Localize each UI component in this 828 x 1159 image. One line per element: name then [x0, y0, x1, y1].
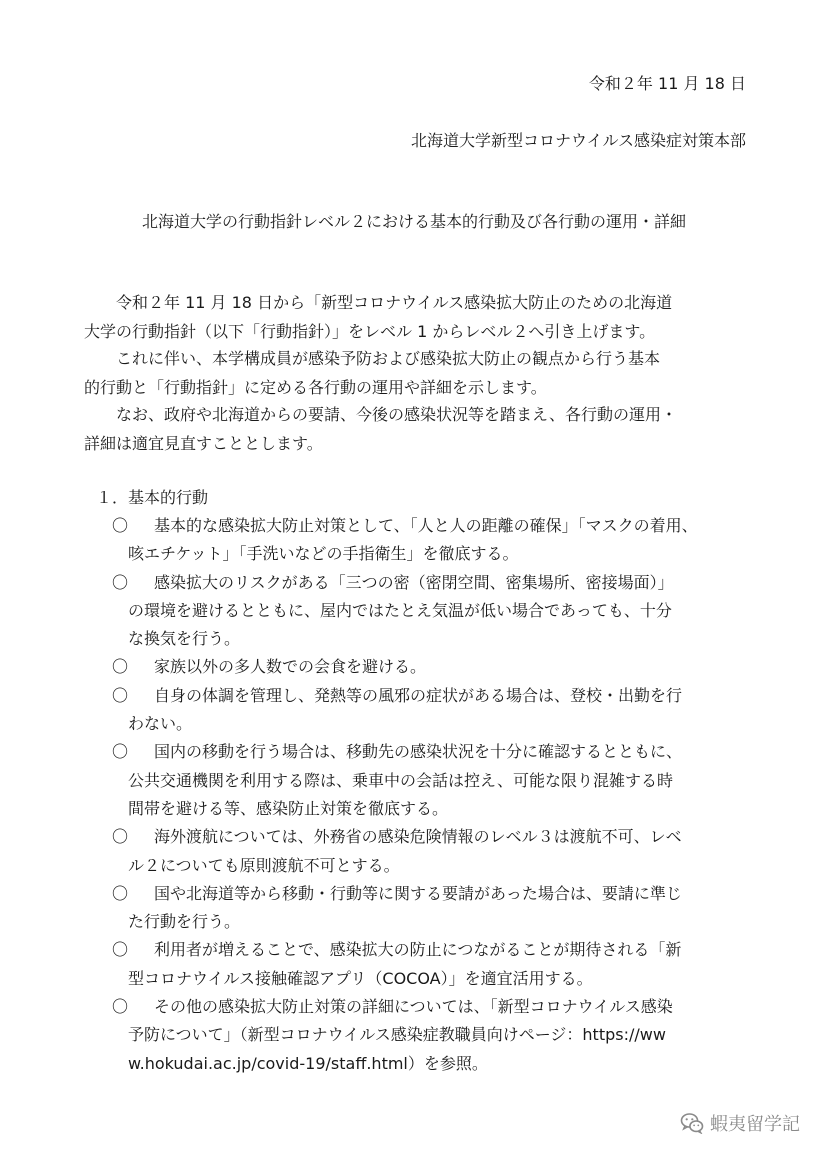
bullet-line: 海外渡航については、外務省の感染危険情報のレベル３は渡航不可、レベ [154, 827, 682, 847]
bullet-line: な換気を行う。 [128, 629, 241, 649]
bullet-item [112, 653, 762, 681]
bullet-line: 基本的な感染拡大防止対策として、「人と人の距離の確保」「マスクの着用、 [154, 516, 698, 535]
bullet-line: 自身の体調を管理し、発熱等の風邪の症状がある場合は、登校・出勤を行 [154, 685, 683, 705]
intro-paragraph [84, 344, 756, 402]
bullet-line: ル２についても原則渡航不可とする。 [128, 855, 400, 875]
paragraph-line: なお、政府や北海道からの要請、今後の感染状況等を踏まえ、各行動の運用・ [116, 405, 677, 424]
circle-bullet-icon: 〇 [112, 997, 129, 1017]
bullet-line: た行動を行う。 [128, 912, 241, 932]
circle-bullet-icon: 〇 [112, 827, 129, 847]
bullet-item [112, 823, 762, 880]
document-title: 北海道大学の行動指針レベル２における基本的行動及び各行動の運用・詳細 [141, 212, 686, 231]
bullet-line: w.hokudai.ac.jp/covid-19/staff.html）を参照。 [128, 1053, 488, 1073]
bullet-item [112, 993, 762, 1078]
bullet-item [112, 512, 762, 569]
bullet-line: 国内の移動を行う場合は、移動先の感染状況を十分に確認するとともに、 [154, 742, 683, 762]
paragraph-line: 詳細は適宜見直すこととします。 [84, 434, 323, 453]
section-heading: １．基本的行動 [96, 488, 209, 507]
bullet-item [112, 569, 762, 654]
circle-bullet-icon: 〇 [112, 657, 129, 677]
circle-bullet-icon: 〇 [112, 940, 129, 960]
bullet-line: 感染拡大のリスクがある「三つの密（密閉空間、密集場所、密接場面）」 [154, 572, 674, 592]
watermark [680, 1110, 800, 1136]
paragraph-line: 令和２年 11 月 18 日から「新型コロナウイルス感染拡大防止のための北海道 [116, 293, 673, 312]
paragraph-line: 的行動と「行動指針」に定める各行動の運用や詳細を示します。 [84, 378, 547, 397]
bullet-line: その他の感染拡大防止対策の詳細については、「新型コロナウイルス感染 [154, 997, 673, 1017]
watermark-text: 蝦夷留学記 [710, 1114, 800, 1135]
bullet-line: 型コロナウイルス接触確認アプリ（COCOA）」を適宜活用する。 [128, 968, 593, 988]
circle-bullet-icon: 〇 [112, 516, 129, 535]
bullet-line: 咳エチケット」「手洗いなどの手指衛生」を徹底する。 [128, 544, 519, 564]
circle-bullet-icon: 〇 [112, 742, 129, 762]
bullet-line: わない。 [128, 714, 193, 734]
bullet-item [112, 682, 762, 739]
bullet-line: 家族以外の多人数での会食を避ける。 [154, 657, 427, 677]
wechat-icon [680, 1112, 704, 1134]
bullet-line: 予防について」（新型コロナウイルス感染症教職員向けページ：https://ww [128, 1025, 666, 1045]
issuing-organization: 北海道大学新型コロナウイルス感染症対策本部 [410, 131, 746, 150]
circle-bullet-icon: 〇 [112, 883, 129, 903]
document-date: 令和２年 11 月 18 日 [588, 74, 746, 93]
circle-bullet-icon: 〇 [112, 685, 129, 705]
bullet-line: 公共交通機関を利用する際は、乗車中の会話は控え、可能な限り混雑する時 [128, 770, 673, 790]
intro-paragraph [84, 288, 756, 346]
paragraph-line: これに伴い、本学構成員が感染予防および感染拡大防止の観点から行う基本 [116, 349, 661, 368]
bullet-line: 間帯を避ける等、感染防止対策を徹底する。 [128, 798, 449, 818]
bullet-item [112, 880, 762, 937]
paragraph-line: 大学の行動指針（以下「行動指針）」をレベル 1 からレベル２へ引き上げます。 [84, 322, 656, 341]
intro-paragraph [84, 400, 756, 458]
circle-bullet-icon: 〇 [112, 572, 129, 592]
bullet-line: 国や北海道等から移動・行動等に関する要請があった場合は、要請に準じ [154, 883, 682, 903]
bullet-line: の環境を避けるとともに、屋内ではたとえ気温が低い場合であっても、十分 [128, 600, 672, 620]
bullet-item [112, 738, 762, 823]
bullet-list [112, 512, 762, 1078]
bullet-line: 利用者が増えることで、感染拡大の防止につながることが期待される「新 [154, 940, 682, 960]
bullet-item [112, 936, 762, 993]
